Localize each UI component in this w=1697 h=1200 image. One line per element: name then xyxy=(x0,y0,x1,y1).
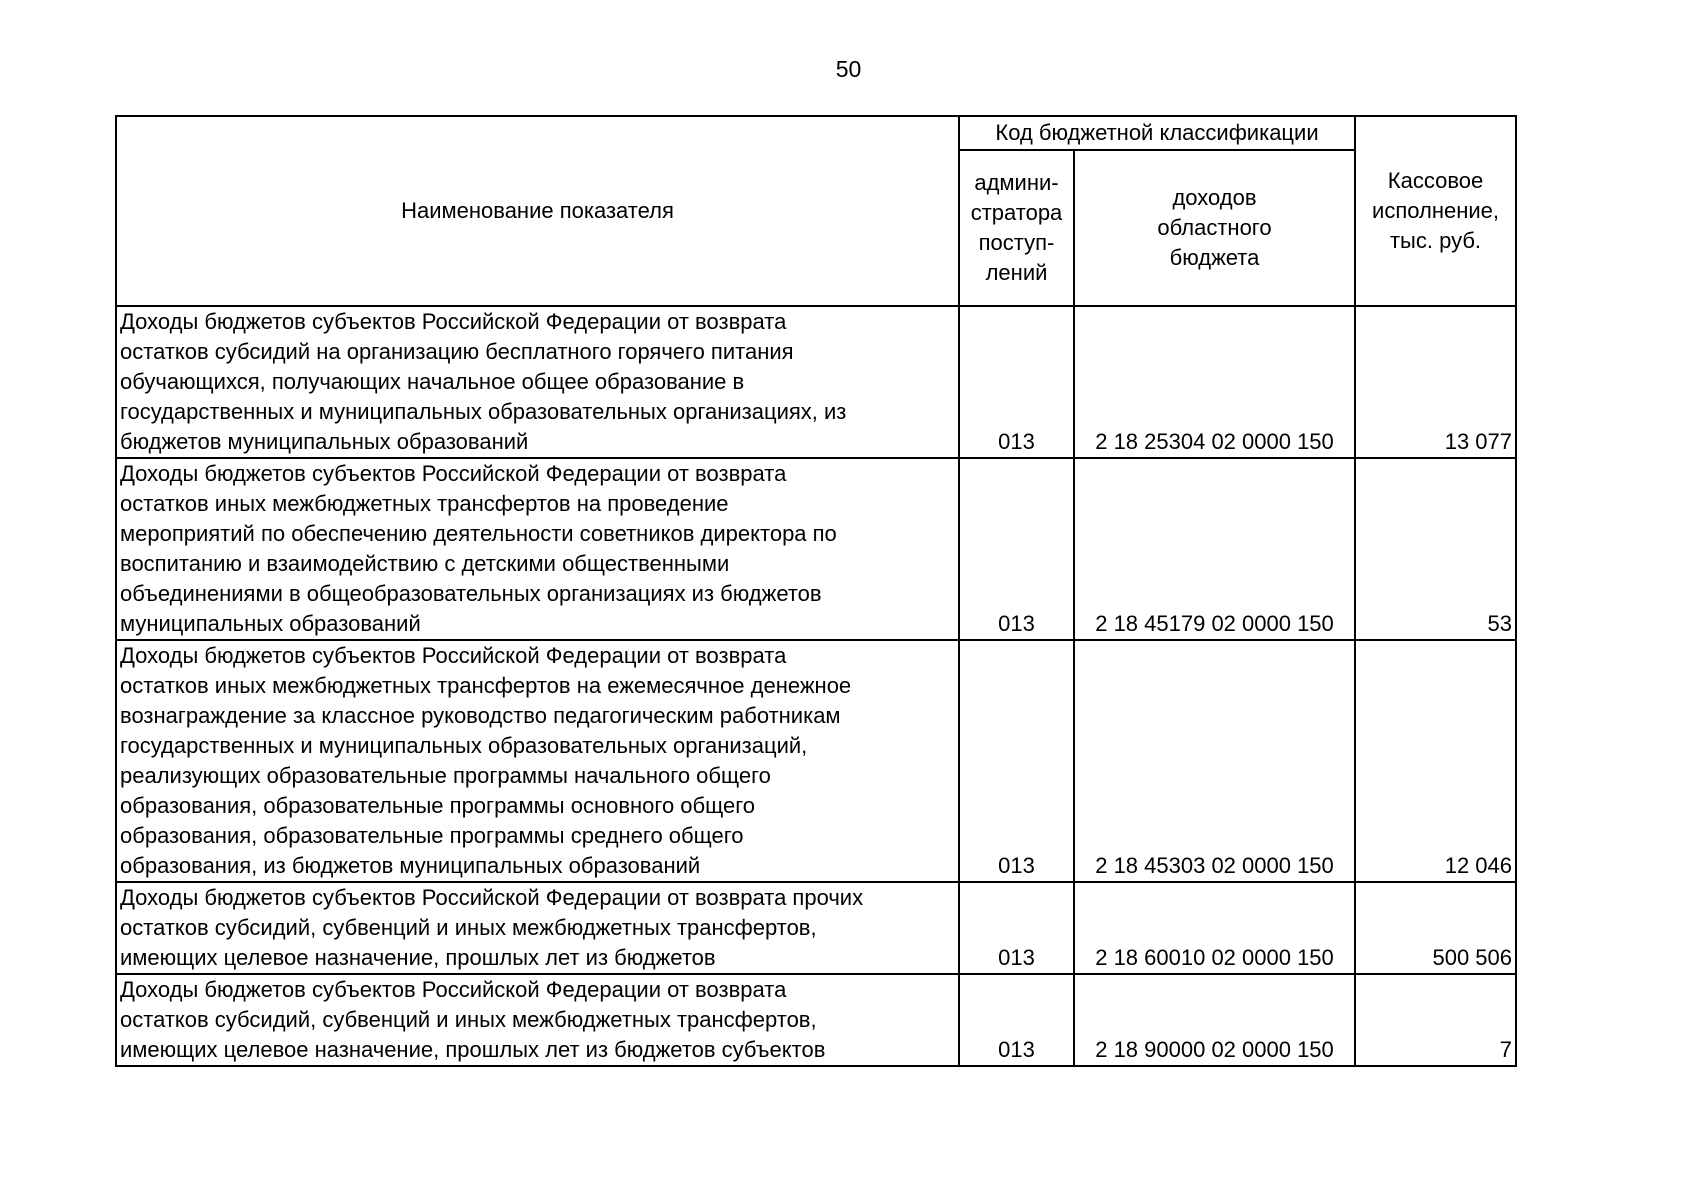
cell-administrator-code: 013 xyxy=(959,974,1074,1066)
table-row xyxy=(116,306,1516,458)
cell-indicator-name: Доходы бюджетов субъектов Российской Федерации от возврата остатков субсидий на организацию бесплатного горячего питания обучающихся, получающих начальное общее образование в государственных и муниципальных образовательных организациях, из бюджетов муниципальных образований xyxy=(116,306,959,458)
table-row xyxy=(116,974,1516,1066)
cell-administrator-code: 013 xyxy=(959,306,1074,458)
header-regional-revenue-code: доходов областного бюджета xyxy=(1074,150,1355,306)
cell-administrator-code: 013 xyxy=(959,640,1074,882)
header-cash-execution: Кассовое исполнение, тыс. руб. xyxy=(1355,116,1516,306)
cell-indicator-name: Доходы бюджетов субъектов Российской Федерации от возврата остатков субсидий, субвенций и иных межбюджетных трансфертов, имеющих целевое назначение, прошлых лет из бюджетов субъектов xyxy=(116,974,959,1066)
cell-cash-execution: 7 xyxy=(1355,974,1516,1066)
page-number: 50 xyxy=(835,56,862,82)
table-row xyxy=(116,882,1516,974)
cell-revenue-code: 2 18 25304 02 0000 150 xyxy=(1074,306,1355,458)
table-header-row xyxy=(116,116,1516,150)
cell-revenue-code: 2 18 60010 02 0000 150 xyxy=(1074,882,1355,974)
table-row xyxy=(116,458,1516,640)
cell-revenue-code: 2 18 90000 02 0000 150 xyxy=(1074,974,1355,1066)
header-indicator-name: Наименование показателя xyxy=(116,116,959,306)
cell-indicator-name: Доходы бюджетов субъектов Российской Федерации от возврата остатков иных межбюджетных трансфертов на проведение мероприятий по обеспечению деятельности советников директора по воспитанию и взаимодействию с детскими общественными объединениями в общеобразовательных организациях из бюджетов муниципальных образований xyxy=(116,458,959,640)
budget-revenue-table xyxy=(115,115,1517,1067)
cell-indicator-name: Доходы бюджетов субъектов Российской Федерации от возврата остатков иных межбюджетных трансфертов на ежемесячное денежное вознаграждение за классное руководство педагогическим работникам государственных и муниципальных образовательных организаций, реализующих образовательные программы начального общего образования, образовательные программы основного общего образования, образовательные программы среднего общего образования, из бюджетов муниципальных образований xyxy=(116,640,959,882)
table-body xyxy=(116,306,1516,1066)
cell-indicator-name: Доходы бюджетов субъектов Российской Федерации от возврата прочих остатков субсидий, субвенций и иных межбюджетных трансфертов, имеющих целевое назначение, прошлых лет из бюджетов xyxy=(116,882,959,974)
cell-revenue-code: 2 18 45179 02 0000 150 xyxy=(1074,458,1355,640)
table-row xyxy=(116,640,1516,882)
header-administrator: админи- стратора поступ- лений xyxy=(959,150,1074,306)
cell-cash-execution: 53 xyxy=(1355,458,1516,640)
cell-cash-execution: 12 046 xyxy=(1355,640,1516,882)
cell-cash-execution: 500 506 xyxy=(1355,882,1516,974)
cell-administrator-code: 013 xyxy=(959,458,1074,640)
header-classification-code: Код бюджетной классификации xyxy=(959,116,1355,150)
cell-cash-execution: 13 077 xyxy=(1355,306,1516,458)
cell-revenue-code: 2 18 45303 02 0000 150 xyxy=(1074,640,1355,882)
cell-administrator-code: 013 xyxy=(959,882,1074,974)
